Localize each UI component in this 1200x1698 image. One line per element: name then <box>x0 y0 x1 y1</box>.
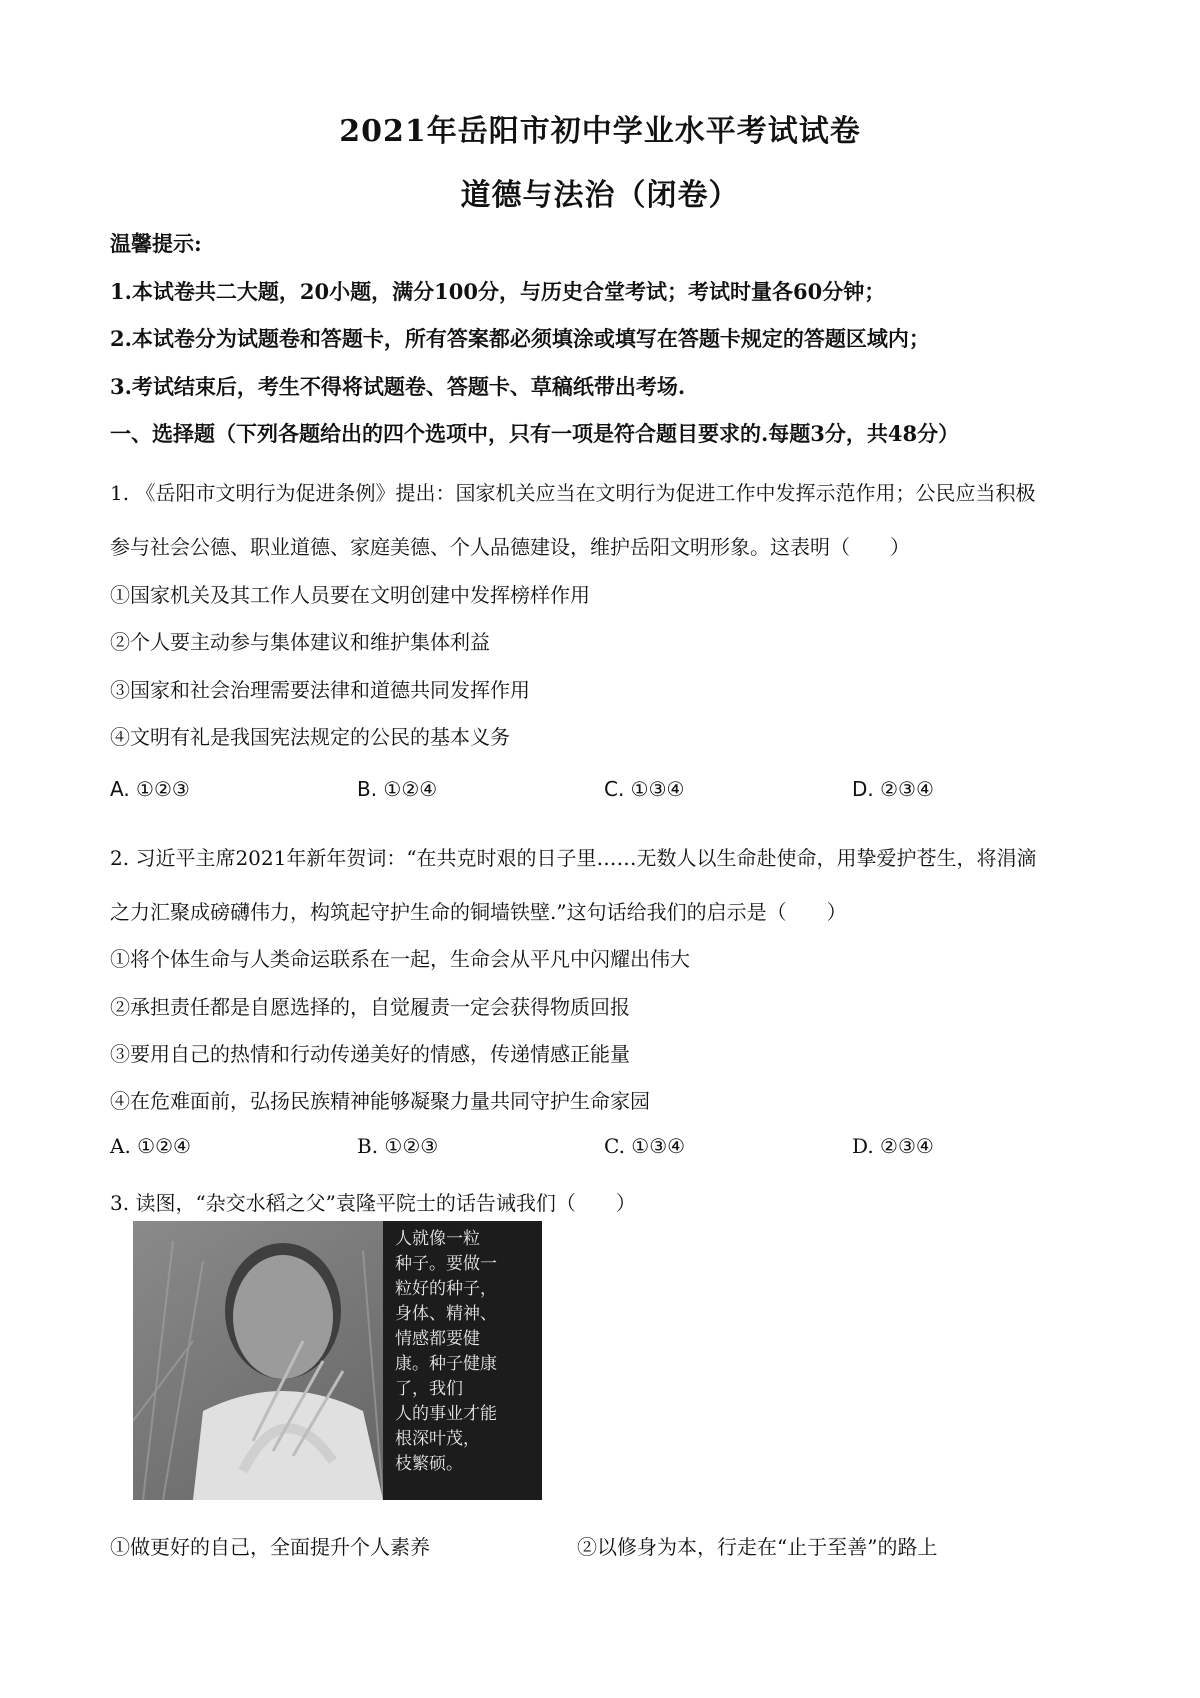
page-title: 2021年岳阳市初中学业水平考试试卷 <box>339 114 861 149</box>
notice-item: 3.考试结束后，考生不得将试题卷、答题卡、草稿纸带出考场. <box>110 374 686 399</box>
question-2-statement: ①将个体生命与人类命运联系在一起，生命会从平凡中闪耀出伟大 <box>110 947 690 971</box>
question-2-statement: ③要用自己的热情和行动传递美好的情感，传递情感正能量 <box>110 1042 630 1066</box>
section-heading: 一、选择题（下列各题给出的四个选项中，只有一项是符合题目要求的.每题3分，共48分） <box>110 421 960 446</box>
question-1-stem: 1. 《岳阳市文明行为促进条例》提出：国家机关应当在文明行为促进工作中发挥示范作用；公民应当积极 <box>110 481 1036 505</box>
question-3-statement: ②以修身为本，行走在“止于至善”的路上 <box>577 1535 938 1559</box>
page-subtitle: 道德与法治（闭卷） <box>460 178 740 213</box>
question-1-option-c[interactable]: C. ①③④ <box>604 777 685 801</box>
quote-line: 情感都要健 <box>395 1329 480 1349</box>
quote-line: 种子。要做一 <box>395 1254 497 1274</box>
question-2-statement: ④在危难面前，弘扬民族精神能够凝聚力量共同守护生命家园 <box>110 1089 650 1113</box>
question-1-statement: ②个人要主动参与集体建议和维护集体利益 <box>110 630 490 654</box>
quote-line: 了，我们 <box>395 1379 463 1399</box>
question-3-statement: ①做更好的自己，全面提升个人素养 <box>110 1535 430 1559</box>
question-1-statement: ④文明有礼是我国宪法规定的公民的基本义务 <box>110 725 510 749</box>
question-2-stem: 2. 习近平主席2021年新年贺词：“在共克时艰的日子里……无数人以生命赴使命，用挚爱护苍生，将涓滴 <box>110 846 1037 870</box>
question-3-stem: 3. 读图，“杂交水稻之父”袁隆平院士的话告诫我们（ ） <box>110 1191 636 1215</box>
question-2-stem-cont: 之力汇聚成磅礴伟力，构筑起守护生命的铜墙铁壁.”这句话给我们的启示是（ ） <box>110 900 847 924</box>
notice-item: 1.本试卷共二大题，20小题，满分100分，与历史合堂考试；考试时量各60分钟； <box>110 279 886 304</box>
question-2-option-a[interactable]: A. ①②④ <box>110 1134 191 1158</box>
quote-line: 人就像一粒 <box>395 1229 480 1249</box>
photo-quote-text <box>395 1227 537 1477</box>
question-2-option-b[interactable]: B. ①②③ <box>357 1134 439 1158</box>
notice-item: 2.本试卷分为试题卷和答题卡，所有答案都必须填涂或填写在答题卡规定的答题区域内； <box>110 326 930 351</box>
quote-line: 根深叶茂， <box>395 1429 480 1449</box>
question-1-option-a[interactable]: A. ①②③ <box>110 777 190 801</box>
question-1-statement: ①国家机关及其工作人员要在文明创建中发挥榜样作用 <box>110 583 590 607</box>
notice-heading: 温馨提示: <box>110 231 202 256</box>
quote-line: 身体、精神、 <box>395 1304 497 1324</box>
question-2-option-d[interactable]: D. ②③④ <box>852 1134 934 1158</box>
question-2-option-c[interactable]: C. ①③④ <box>604 1134 686 1158</box>
question-1-stem-cont: 参与社会公德、职业道德、家庭美德、个人品德建设，维护岳阳文明形象。这表明（ ） <box>110 535 910 559</box>
question-1-statement: ③国家和社会治理需要法律和道德共同发挥作用 <box>110 678 530 702</box>
question-2-statement: ②承担责任都是自愿选择的，自觉履责一定会获得物质回报 <box>110 995 630 1019</box>
question-1-option-d[interactable]: D. ②③④ <box>852 777 934 801</box>
quote-line: 人的事业才能 <box>395 1404 497 1424</box>
quote-line: 粒好的种子， <box>395 1279 497 1299</box>
question-1-option-b[interactable]: B. ①②④ <box>357 777 438 801</box>
quote-line: 康。种子健康 <box>395 1354 497 1374</box>
yuan-longping-photo <box>133 1221 542 1500</box>
quote-line: 枝繁硕。 <box>395 1454 463 1474</box>
